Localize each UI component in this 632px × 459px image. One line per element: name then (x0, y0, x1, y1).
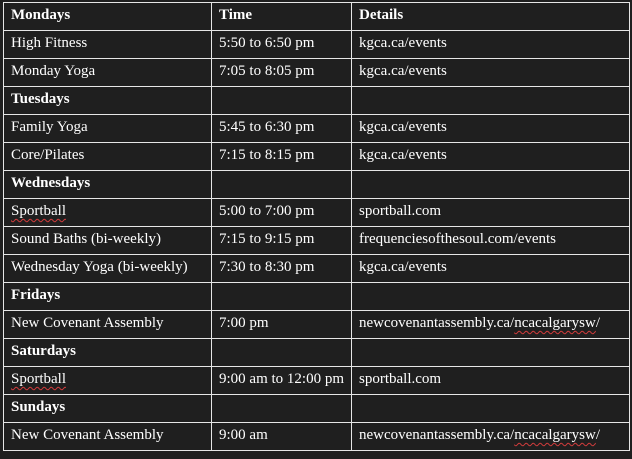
empty-cell[interactable] (212, 87, 352, 115)
table-row (4, 143, 630, 171)
table-row (4, 255, 630, 283)
table-header-row (4, 3, 630, 31)
event-name-cell[interactable]: Core/Pilates (4, 143, 212, 171)
details-url-suffix: / (595, 427, 601, 443)
day-header-row (4, 339, 630, 367)
table-row (4, 227, 630, 255)
event-name-cell[interactable] (4, 199, 212, 227)
header-details[interactable]: Details (352, 3, 630, 31)
details-url-suffix: / (595, 315, 601, 331)
empty-cell[interactable] (352, 171, 630, 199)
spellcheck-flagged-text[interactable]: ncacalgarysw (514, 427, 596, 443)
empty-cell[interactable] (212, 283, 352, 311)
day-header-row (4, 395, 630, 423)
day-header-row (4, 87, 630, 115)
event-name-cell[interactable]: New Covenant Assembly (4, 423, 212, 451)
event-details-cell[interactable]: kgca.ca/events (352, 115, 630, 143)
event-details-cell[interactable]: kgca.ca/events (352, 59, 630, 87)
event-time-cell[interactable]: 7:00 pm (212, 311, 352, 339)
header-time[interactable]: Time (212, 3, 352, 31)
event-time-cell[interactable]: 7:15 to 9:15 pm (212, 227, 352, 255)
day-header-saturdays[interactable]: Saturdays (4, 339, 212, 367)
event-time-cell[interactable]: 7:15 to 8:15 pm (212, 143, 352, 171)
event-details-cell[interactable] (352, 311, 630, 339)
day-header-row (4, 283, 630, 311)
table-row (4, 115, 630, 143)
event-name-cell[interactable]: Wednesday Yoga (bi-weekly) (4, 255, 212, 283)
table-row (4, 367, 630, 395)
empty-cell[interactable] (212, 171, 352, 199)
event-time-cell[interactable]: 5:00 to 7:00 pm (212, 199, 352, 227)
event-name-cell[interactable]: High Fitness (4, 31, 212, 59)
details-url-prefix: newcovenantassembly.ca/ (359, 315, 515, 331)
event-details-cell[interactable]: frequenciesofthesoul.com/events (352, 227, 630, 255)
table-row (4, 31, 630, 59)
event-details-cell[interactable]: sportball.com (352, 367, 630, 395)
day-header-row (4, 171, 630, 199)
event-details-cell[interactable]: sportball.com (352, 199, 630, 227)
event-details-cell[interactable]: kgca.ca/events (352, 255, 630, 283)
event-time-cell[interactable]: 7:05 to 8:05 pm (212, 59, 352, 87)
event-name-cell[interactable]: Monday Yoga (4, 59, 212, 87)
event-time-cell[interactable]: 5:45 to 6:30 pm (212, 115, 352, 143)
day-header-wednesdays[interactable]: Wednesdays (4, 171, 212, 199)
empty-cell[interactable] (352, 395, 630, 423)
event-name-cell[interactable] (4, 367, 212, 395)
day-header-tuesdays[interactable]: Tuesdays (4, 87, 212, 115)
day-header-sundays[interactable]: Sundays (4, 395, 212, 423)
spellcheck-flagged-text[interactable]: Sportball (11, 371, 66, 387)
spellcheck-flagged-text[interactable]: Sportball (11, 203, 66, 219)
event-details-cell[interactable] (352, 423, 630, 451)
event-time-cell[interactable]: 7:30 to 8:30 pm (212, 255, 352, 283)
table-row (4, 311, 630, 339)
event-time-cell[interactable]: 9:00 am (212, 423, 352, 451)
empty-cell[interactable] (212, 395, 352, 423)
event-name-cell[interactable]: Family Yoga (4, 115, 212, 143)
event-name-cell[interactable]: New Covenant Assembly (4, 311, 212, 339)
event-name-cell[interactable]: Sound Baths (bi-weekly) (4, 227, 212, 255)
event-time-cell[interactable]: 5:50 to 6:50 pm (212, 31, 352, 59)
empty-cell[interactable] (352, 87, 630, 115)
empty-cell[interactable] (212, 339, 352, 367)
table-row (4, 59, 630, 87)
details-url-prefix: newcovenantassembly.ca/ (359, 427, 515, 443)
event-time-cell[interactable]: 9:00 am to 12:00 pm (212, 367, 352, 395)
header-mondays[interactable]: Mondays (4, 3, 212, 31)
table-row (4, 423, 630, 451)
empty-cell[interactable] (352, 283, 630, 311)
event-details-cell[interactable]: kgca.ca/events (352, 143, 630, 171)
spellcheck-flagged-text[interactable]: ncacalgarysw (514, 315, 596, 331)
empty-cell[interactable] (352, 339, 630, 367)
event-details-cell[interactable]: kgca.ca/events (352, 31, 630, 59)
day-header-fridays[interactable]: Fridays (4, 283, 212, 311)
table-row (4, 199, 630, 227)
schedule-table (3, 2, 630, 451)
